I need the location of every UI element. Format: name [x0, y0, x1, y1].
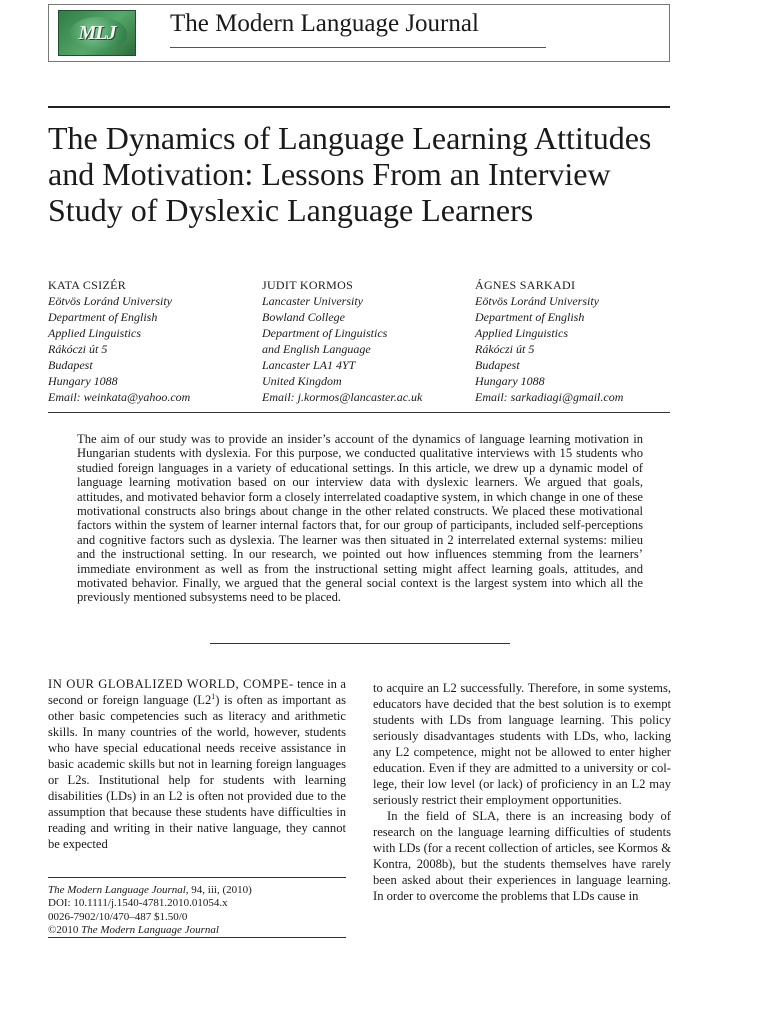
author-affiliation-line: Rákóczi út 5: [48, 342, 108, 356]
author-email: Email: j.kormos@lancaster.ac.uk: [262, 390, 423, 404]
citation-footnote: [48, 884, 348, 938]
copyright-journal: The Modern Language Journal: [81, 924, 219, 937]
author-affiliation-line: Department of Linguistics: [262, 326, 388, 340]
footnote-rule-top: [48, 877, 346, 878]
volume-info: 94, iii, (2010): [188, 884, 252, 896]
article-title: The Dynamics of Language Learning Attitudes and Motivation: Lessons From an Interview Study of Dyslexic Language Learners: [48, 120, 652, 228]
footnote-marker[interactable]: 1: [211, 691, 216, 701]
author-email: Email: sarkadiagi@gmail.com: [475, 390, 624, 404]
journal-name: The Modern Language Journal,: [48, 884, 189, 896]
citation-line: [48, 884, 348, 897]
body-paragraph: [48, 676, 346, 852]
author-block: [48, 277, 258, 405]
author-name: JUDIT KORMOS: [262, 278, 354, 292]
lead-caps: IN OUR GLOBALIZED WORLD, COMPE-: [48, 677, 294, 691]
copyright-line: [48, 924, 348, 937]
header-rule: [170, 47, 546, 48]
author-affiliation-line: Eötvös Loránd University: [48, 294, 172, 308]
author-affiliation-line: Budapest: [48, 358, 93, 372]
copyright-prefix: ©2010: [48, 924, 82, 937]
journal-title: The Modern Language Journal: [170, 10, 479, 37]
doi-line: DOI: 10.1111/j.1540-4781.2010.01054.x: [48, 897, 228, 910]
body-paragraph: In the field of SLA, there is an increasing body of research on the language learning difficulties of students with LDs (for a recent collection of articles, see Kormos & Kontra, 2008b), but the students themselves have rarely been asked about their experiences in language learning. In order to overcome the problems that LDs cause in: [373, 809, 671, 903]
author-affiliation-line: Applied Linguistics: [475, 326, 568, 340]
footnote-rule-bottom: [48, 937, 346, 938]
author-affiliation-line: Hungary 1088: [475, 374, 545, 388]
abstract: The aim of our study was to provide an insider’s account of the dynamics of language learning motivation in Hungarian students with dyslexia. For this purpose, we conducted qualitative interviews with 15 students who studied foreign languages in a variety of educational settings. In this article, we drew up a dynamic model of language learning motivation based on our interview data with dyslexic learners. We argued that goals, attitudes, and motivated behavior form a closely interrelated coadaptive system, in which change in one of these motivational constructs also brings about change in the other related constructs. We placed these motivational factors within the system of learner internal factors that, for our group of participants, included self-perceptions and cognitive factors such as dyslexia. The learner was then situated in 2 interrelated external systems: milieu and the instructional setting. In our research, we pointed out how influences stemming from the learners’ immediate environment as well as from the instructional setting might affect learning goals, attitudes, and motivated behavior. Finally, we argued that the general social context is the largest system into which all the previously mentioned subsystems need to be placed.: [77, 432, 643, 605]
author-email: Email: weinkata@yahoo.com: [48, 390, 191, 404]
author-affiliation-line: Applied Linguistics: [48, 326, 141, 340]
body-text: tence in a second or foreign language (L2: [48, 677, 347, 707]
author-affiliation-line: Budapest: [475, 358, 520, 372]
author-affiliation-line: Department of English: [475, 310, 585, 324]
author-affiliation-line: Hungary 1088: [48, 374, 118, 388]
author-affiliation-line: Rákóczi út 5: [475, 342, 535, 356]
author-name: KATA CSIZÉR: [48, 278, 127, 292]
author-affiliation-line: United Kingdom: [262, 374, 342, 388]
top-divider: [48, 106, 670, 108]
author-affiliation-line: and English Language: [262, 342, 371, 356]
body-column-right: [373, 680, 671, 904]
authors-divider: [48, 412, 670, 413]
abstract-divider: [210, 643, 510, 644]
author-name: ÁGNES SARKADI: [475, 278, 576, 292]
body-text: ) is often as important as other basic competencies such as literacy and arithmetic skills. In many countries of the world, however, students who have special educational needs receive assistance in basic academic skills but not in learning foreign languages or L2s. Institutional help for students with learning disabilities (LDs) in an L2 is often not provided due to the assumption that because these students have difficulties in reading and writing in their native language, they cannot be expected: [48, 693, 346, 851]
author-affiliation-line: Department of English: [48, 310, 158, 324]
issn-line: 0026-7902/10/470–487 $1.50/0: [48, 910, 188, 923]
journal-logo: [58, 10, 136, 56]
author-affiliation-line: Lancaster LA1 4YT: [262, 358, 356, 372]
logo-text: MLJ: [78, 22, 116, 44]
author-affiliation-line: Bowland College: [262, 310, 345, 324]
body-paragraph: to acquire an L2 successfully. Therefore, in some systems, educators have decided that the best solution is to exempt students with LDs from language learning. This policy seriously disadvantages students with LDs, who, lacking any L2 competence, might not be allowed to enter higher education. Even if they are admitted to a university or college, their low level (or lack) of proficiency in an L2 may seriously restrict their employment opportunities.: [373, 681, 671, 807]
author-block: [262, 277, 472, 405]
author-block: [475, 277, 675, 405]
author-affiliation-line: Lancaster University: [262, 294, 363, 308]
author-affiliation-line: Eötvös Loránd University: [475, 294, 599, 308]
body-column-left: [48, 676, 346, 852]
